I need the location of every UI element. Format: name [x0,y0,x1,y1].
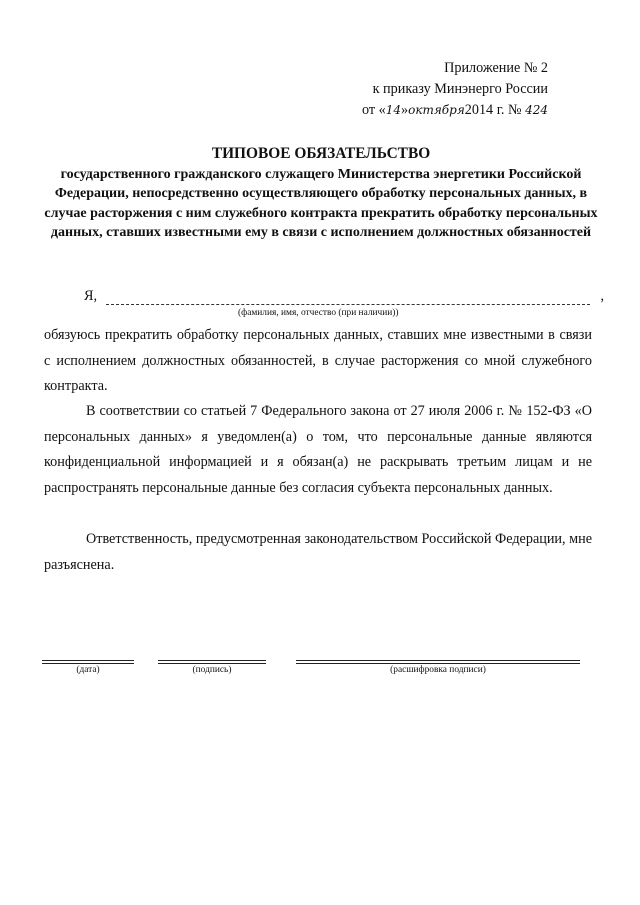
appendix-date-number [358,100,548,121]
document-title: ТИПОВОЕ ОБЯЗАТЕЛЬСТВО [211,145,431,162]
date-line-under [42,663,134,664]
document-title-block [38,144,604,242]
date-mid: » [401,102,409,118]
decoding-line-under [296,663,580,664]
signature-line [158,660,266,661]
signature-line-under [158,663,266,664]
appendix-order-ref: к приказу Минэнерго России [372,81,548,97]
document-subtitle: государственного гражданского служащего Министерства энергетики Российской Федерации, непосредственно осуществляющего обработку персональных данных, в случае расторжения с ним служебного контракта прекратить обработку персональных данных, ставших известными ему в связи с исполнением должностных обязанностей [44,167,598,240]
signature-caption: (подпись) [192,665,232,675]
handwritten-month: октября [408,103,465,117]
decoding-signature-field [296,660,580,675]
name-suffix: , [600,288,604,304]
decoding-line [296,660,580,661]
paragraph-law-reference: В соответствии со статьей 7 Федерального закона от 27 июля 2006 г. № 152-ФЗ «О персональных данных» я уведомлен(а) о том, что персональные данные являются конфиденциальной информацией и я обязан(а) не раскрывать третьим лицам и не распространять персональные данные без согласия субъекта персональных данных. [44,403,592,496]
paragraph-responsibility: Ответственность, предусмотренная законодательством Российской Федерации, мне разъяснена. [44,531,592,573]
name-prefix: Я, [84,288,98,304]
name-blank-line [106,304,590,305]
appendix-header [358,58,548,121]
date-caption: (дата) [76,665,100,675]
signature-field [158,660,266,675]
name-field [84,288,604,308]
handwritten-day: 14 [385,103,401,117]
date-line [42,660,134,661]
decoding-caption: (расшифровка подписи) [390,665,486,675]
date-signature-field [42,660,134,675]
name-caption: (фамилия, имя, отчество (при наличии)) [238,308,399,318]
date-prefix: от « [361,102,386,118]
paragraph-obligation: обязуюсь прекратить обработку персональных данных, ставших мне известными в связи с исполнением должностных обязанностей, в случае расторжения со мной служебного контракта. [44,327,592,394]
date-year: 2014 г. № [464,102,522,118]
appendix-number: Приложение № 2 [444,60,548,76]
handwritten-number: 424 [525,103,548,117]
